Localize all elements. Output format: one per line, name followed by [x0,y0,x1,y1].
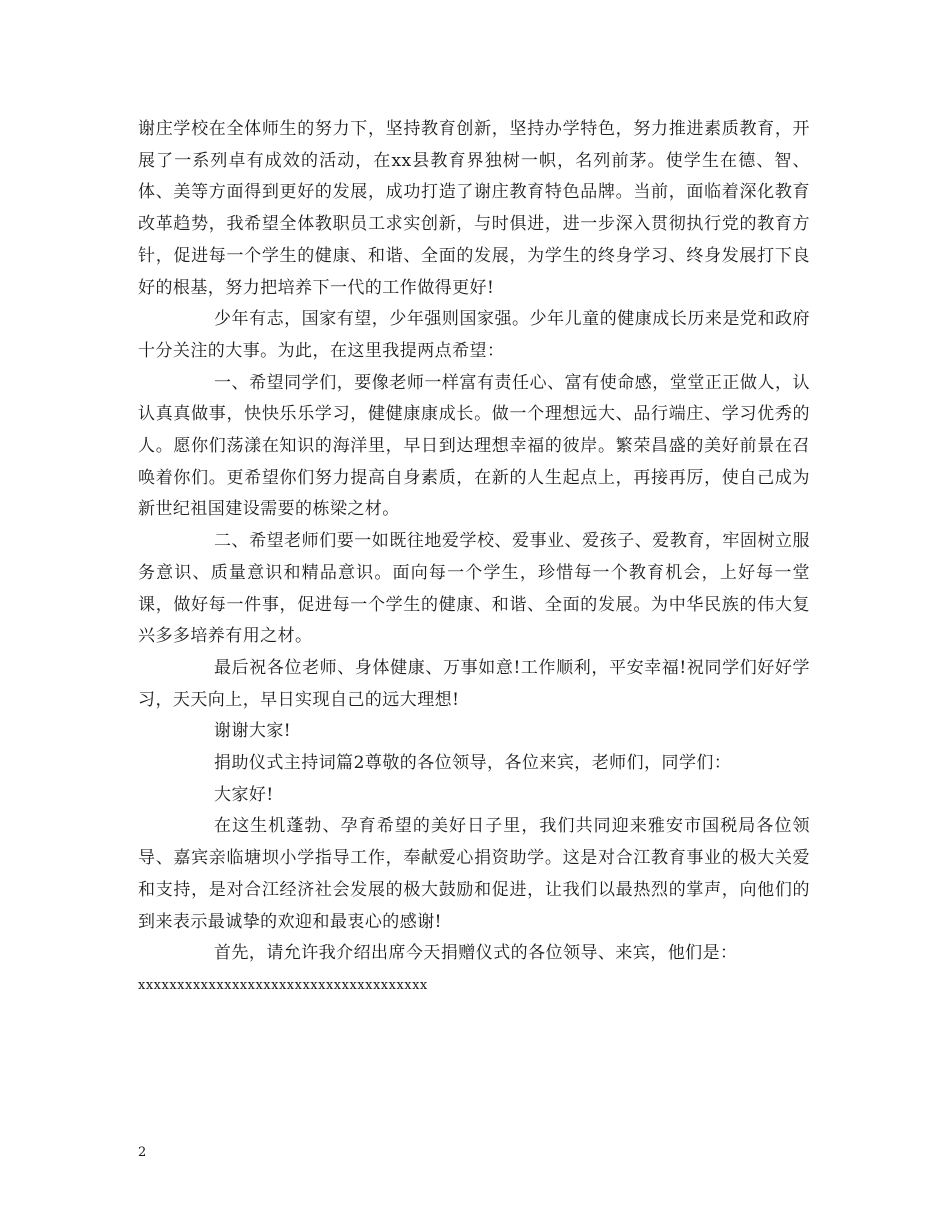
paragraph-closing-wishes: 最后祝各位老师、身体健康、万事如意!工作顺利，平安幸福!祝同学们好好学习，天天向上，早日实现自己的远大理想! [138,657,810,710]
paragraph-hope-for-students: 一、希望同学们，要像老师一样富有责任心、富有使命感，堂堂正正做人，认认真真做事，快快乐乐学习，健健康康成长。做一个理想远大、品行端庄、学习优秀的人。愿你们荡漾在知识的海洋里，早日到达理想幸福的彼岸。繁荣昌盛的美好前景在召唤着你们。更希望你们努力提高自身素质，在新的人生起点上，再接再厉，使自己成为新世纪祖国建设需要的栋梁之材。 [138,372,810,520]
guest-list-placeholder: xxxxxxxxxxxxxxxxxxxxxxxxxxxxxxxxxxxxx [138,977,428,993]
paragraph-welcome: 在这生机蓬勃、孕育希望的美好日子里，我们共同迎来雅安市国税局各位领导、嘉宾亲临塘坝小学指导工作，奉献爱心捐资助学。这是对合江教育事业的极大关爱和支持，是对合江经济社会发展的极大鼓励和促进，让我们以最热烈的掌声，向他们的到来表示最诚挚的欢迎和最衷心的感谢! [138,816,810,932]
paragraph-greeting: 大家好! [214,784,274,805]
document-body [138,114,810,1002]
paragraph-thanks: 谢谢大家! [214,721,292,742]
paragraph-hope-for-teachers: 二、希望老师们要一如既往地爱学校、爱事业、爱孩子、爱教育，牢固树立服务意识、质量意识和精品意识。面向每一个学生，珍惜每一个教育机会，上好每一堂课，做好每一件事，促进每一个学生的健康、和谐、全面的发展。为中华民族的伟大复兴多多培养有用之材。 [138,531,810,647]
page-number: 2 [138,1145,147,1160]
paragraph-school-achievements: 谢庄学校在全体师生的努力下，坚持教育创新，坚持办学特色，努力推进素质教育，开展了一系列卓有成效的活动，在xx县教育界独树一帜，名列前茅。使学生在德、智、体、美等方面得到更好的发展，成功打造了谢庄教育特色品牌。当前，面临着深化教育改革趋势，我希望全体教职员工求实创新，与时俱进，进一步深入贯彻执行党的教育方针，促进每一个学生的健康、和谐、全面的发展，为学生的终身学习、终身发展打下良好的根基，努力把培养下一代的工作做得更好! [138,119,810,298]
paragraph-speech-2-title: 捐助仪式主持词篇2尊敬的各位领导，各位来宾，老师们，同学们： [214,753,732,774]
paragraph-youth-hopes-intro: 少年有志，国家有望，少年强则国家强。少年儿童的健康成长历来是党和政府十分关注的大事。为此，在这里我提两点希望： [138,309,810,361]
paragraph-introduce-guests: 首先，请允许我介绍出席今天捐赠仪式的各位领导、来宾，他们是： [214,943,738,964]
